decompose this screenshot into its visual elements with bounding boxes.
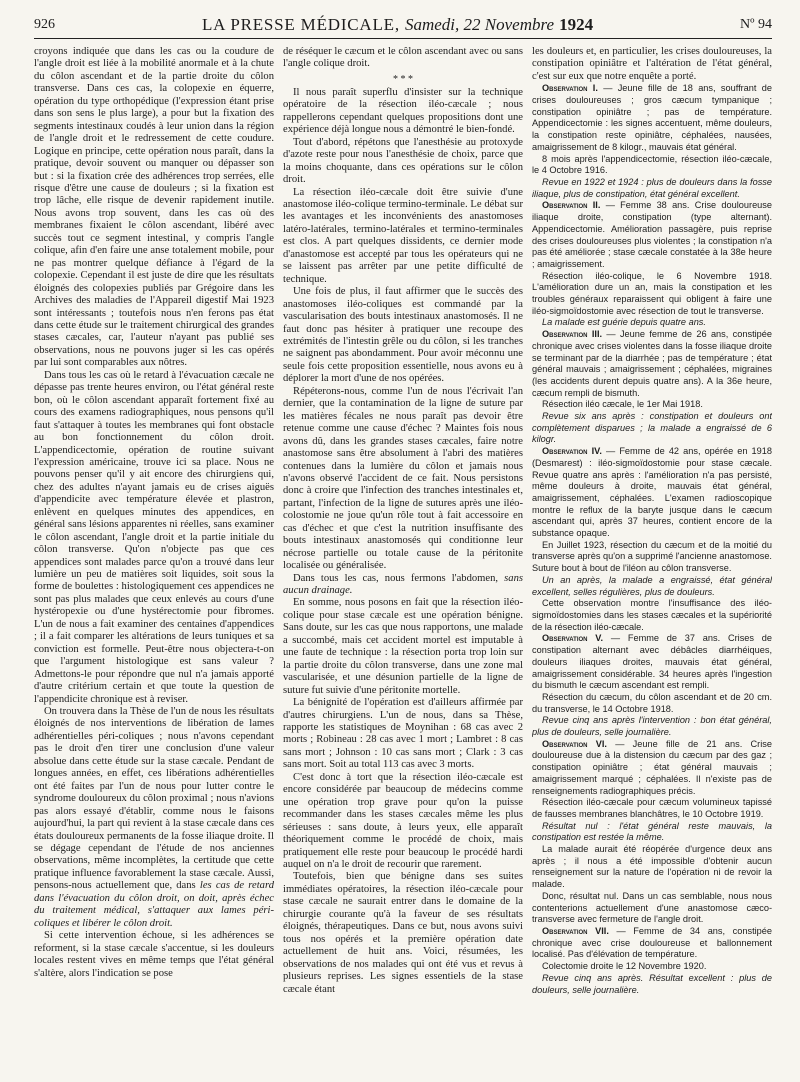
observation-text: Résection iléo cæcale, le 1er Mai 1918. [542, 399, 703, 410]
paragraph-text: On trouvera dans la Thèse de l'un de nous les résultats éloignés de nos interventions de libération de lames adhérentielles péri-coliques ; nous n'avons cependant pas le droit d'en tirer une conclusion d'une valeur absolue dans cette étude sur la stase cæcale. Pendant de longues années, en effet, ces libérations adhérentielles ont été faites par l'un de nous pour lutter contre le syndrome douloureux du côlon proximal ; nous n'avions pas alors essayé d'établir, comme nous le faisons aujourd'hui, la part qui revient à la stase cæcale dans ces états douloureux permanents de la fosse iliaque droite. Il se dégage cependant de l'étude de nos anciennes observations, même incomplètes, la certitude que cette pratique influence favorablement la stase cæcale. Aussi, pensons-nous actuellement que, dans [34, 706, 274, 892]
observation-label: Observation V. [542, 633, 604, 644]
paragraph: La bénignité de l'opération est d'ailleurs affirmée par d'autres chirurgiens. L'un de nous, dans sa Thèse, rapporte les statistiques de Moynihan : 68 cas avec 2 morts ; Robineau : 28 cas avec 1 mort ; Lambret : 8 cas sans mort ; Johnson : 10 cas sans mort ; Clark : 3 cas sans mort. Soit au total 113 cas avec 3 morts. [283, 697, 523, 771]
paragraph: de réséquer le cæcum et le côlon ascendant avec ou sans l'angle colique droit. [283, 46, 523, 70]
observation-result: Un an après, la malade a engraissé, état général excellent, selles régulières, plus de douleurs. [532, 574, 772, 597]
observation-6 [532, 739, 772, 798]
column-left [34, 46, 274, 1074]
observation-result: Revue en 1922 et 1924 : plus de douleurs dans la fosse iliaque, plus de constipation, état général excellent. [532, 176, 772, 199]
paragraph [283, 573, 523, 598]
observation-result: Résultat nul : l'état général reste mauvais, la constipation est restée la même. [532, 820, 772, 843]
observation-label: Observation IV. [542, 446, 602, 457]
paragraph [34, 706, 274, 930]
observation-2 [532, 200, 772, 270]
observation-text: Résection du cæcum, du côlon ascendant et de 20 cm. du transverse, le 14 Octobre 1918. [532, 691, 772, 714]
issue-number: Nº 94 [740, 17, 772, 32]
paragraph: Il nous paraît superflu d'insister sur la technique opératoire de la résection iléo-cæcale ; nous rappellerons cependant quelques propositions dont une expérience déjà longue nous a démontré le bien-fondé. [283, 86, 523, 136]
observation-text: En Juillet 1923, résection du cæcum et de la moitié du transverse après qu'on a supprimé l'ancienne anastomose. Suture bout à bout de l'iléon au côlon transverse. [532, 539, 772, 574]
paragraph: Tout d'abord, répétons que l'anesthésie au protoxyde d'azote reste pour nous l'anesthésie de choix, parce que la moins choquante, dans ces opérations sur le côlon droit. [283, 136, 523, 186]
journal-title: LA PRESSE MÉDICALE, [201, 15, 400, 34]
observation-text: Donc, résultat nul. Dans un cas semblable, nous nous contenterions actuellement d'une anastomose cæco-transverse avec fermeture de l'angle droit. [532, 890, 772, 925]
observation-text: — Femme de 37 ans. Crises de constipation alternant avec débâcles diarrhéiques, douleurs iliaques droites, mauvais état général, amaigrissement considérable. 34 heures après l'ingestion du bismuth le cæcum ascendant est rempli. [532, 633, 772, 691]
observation-label: Observation VI. [542, 738, 607, 749]
column-right [532, 46, 772, 1074]
observation-1 [532, 83, 772, 153]
observation-text: Résection iléo-colique, le 6 Novembre 1918. L'amélioration dure un an, mais la constipation et les troubles généraux reparaissent qui obligent à faire une iléo-sigmoïdostomie avec résection de tout le transverse. [532, 270, 772, 316]
journal-masthead [202, 15, 593, 35]
paragraph: C'est donc à tort que la résection iléo-cæcale est encore considérée par beaucoup de médecins comme une opération trop grave pour qu'on la puisse recommander dans les stases cæcales même les plus sérieuses : sans doute, à leurs yeux, elle apparaît théoriquement comme le procédé de choix, mais pratiquement elle reste pour beaucoup le procédé hardi auquel on n'a le droit de recourir que rarement. [283, 771, 523, 870]
paragraph: Répéterons-nous, comme l'un de nous l'écrivait l'an dernier, que la contamination de la ligne de suture par les matières fécales ne nous paraît pas devoir être retenue comme une cause d'échec ? Maintes fois nous avons dû, dans les grandes stases cæcales, faire notre anastomose sans être absolument à l'abri des matières contenues dans la lumière du côlon et jamais nous n'avons observé l'accident de ce fait. Nous persistons donc à croire que l'infection des tranches intestinales et, partant, l'infection de la ligne de sutures après une iléo-colostomie ne joue qu'un rôle tout à fait accessoire en cas d'échec et que c'est la nutrition insuffisante des bouts intestinaux anastomosés qui conditionne leur nécrose partielle ou totale cause de la péritonite localisée ou généralisée. [283, 385, 523, 572]
observation-text: Cette observation montre l'insuffisance des iléo-sigmoïdostomies dans les stases cæcales et la supériorité de la résection iléo-cæcale. [532, 598, 772, 632]
observation-result: Revue six ans après : constipation et douleurs ont complètement disparues ; la malade a engraissé de 6 kilogr. [532, 411, 772, 445]
observation-text: Résection iléo-cæcale pour cæcum volumineux tapissé de fausses membranes blanchâtres, le 10 Octobre 1919. [532, 797, 772, 819]
paragraph: En somme, nous posons en fait que la résection iléo-colique pour stase cæcale est une opération bénigne. Sans doute, sur les cas que nous rapportons, une malade a succombé, mais cet accident mortel est imputable à une faute de technique : la résection porta trop loin sur la partie droite du côlon transverse, dans une zone mal vascularisée, et une désunion partielle de la ligne de suture fut suivie d'une péritonite mortelle. [283, 597, 523, 696]
paragraph: Dans tous les cas où le retard à l'évacuation cæcale ne dépasse pas trente heures environ, ou l'état général reste bon, où le côlon ascendant apparaît fortement fixé au cours des examens radiographiques, nous pensons qu'il faut s'attaquer à toutes les membranes qui font obstacle au bon fonctionnement du côlon droit. L'appendicectomie, opération de routine suivant l'expression américaine, trouve ici sa place. Nous ne pouvons penser qu'il y ait encore des chirurgiens qui, chez des adultes n'ayant jamais eu de crises aiguës d'appendicite avec température élevée et plastron, enlèvent en quelques minutes des appendices, en général sans lésions apparentes ni réelles, sans examiner le côlon ascendant, l'angle droit et la partie initiale du côlon transverse. Qu'on n'objecte pas que ces appendices sont malades parce qu'on a trouvé dans leur lumière un peu de matières soit liquides, soit sous la forme de boulettes : histologiquement ces appendices ne sont pas plus malades que ceux enlevés au cours d'une hystéropexie ou d'une hystérectomie pour fibromes. L'un de nous a fait examiner des centaines d'appendices ; il a fait comparer les altérations de leurs tuniques et sa conviction est formelle. Peut-être nous objectera-t-on que l'argument histologique est sans valeur ? Admettons-le pour répondre que nul n'a jamais apporté d'autre critérium certain et que toute la question de l'appendicite chronique est à reviser. [34, 369, 274, 705]
observation-label: Observation I. [542, 83, 598, 94]
observation-text: — Jeune fille de 21 ans. Crise douloureuse due à la distension du cæcum par des gaz ; constipation opiniâtre ; état général mauvais ; amaigrissement marqué ; céphalées. Il n'existe pas de renseignements radiographiques précis. [532, 738, 772, 796]
observation-text: — Femme 38 ans. Crise douloureuse iliaque droite, constipation (type alternant). Appendicectomie. Amélioration passagère, puis reprise des crises douloureuses plus violentes ; la constipation n'a pas été améliorée ; stase cæcale constatée à la 38e heure ; amaigrissement. [532, 200, 772, 269]
observation-result: Revue cinq ans après l'intervention : bon état général, plus de douleurs, selle journalière. [532, 715, 772, 738]
observation-result: Revue cinq ans après. Résultat excellent : plus de douleurs, selle journalière. [532, 972, 772, 995]
paragraph: Toutefois, bien que bénigne dans ses suites immédiates opératoires, la résection iléo-cæcale pour stase cæcale ne saurait entrer dans le domaine de la chirurgie courante qu'à la faveur de ses résultats éloignés, thérapeutiques. Dans ce but, nous avons suivi tous nos opérés et la première opération date actuellement de huit ans. Voici, résumées, les observations de nos malades qui ont été vus et revus à plusieurs reprises. Les signes essentiels de la stase cæcale étant [283, 871, 523, 995]
observation-text: — Jeune fille de 18 ans, souffrant de crises douloureuses ; gros cæcum tympanique ; constipation opiniâtre ; pas de température. Appendicectomie : les signes accentuent, même douleurs, la constipation reste opiniâtre, céphalées, nausées, amaigrissement de 8 kilogr., mauvais état général. [532, 83, 772, 152]
observation-7 [532, 926, 772, 961]
observation-5 [532, 633, 772, 692]
paragraph: Si cette intervention échoue, si les adhérences se reforment, si la stase cæcale s'accentue, si les douleurs locales restent vives en même temps que l'état général s'altère, alors l'indication se pose [34, 930, 274, 979]
observation-text: 8 mois après l'appendicectomie, résection iléo-cæcale, le 4 Octobre 1916. [532, 153, 772, 176]
page-header [34, 12, 772, 39]
page-number: 926 [34, 17, 55, 32]
observation-text: La malade aurait été réopérée d'urgence deux ans après ; il nous a été impossible d'obtenir aucun renseignement sur la nature de l'opération ni de revoir la malade. [532, 844, 772, 890]
paragraph-text: Dans tous les cas, nous fermons l'abdomen, [293, 572, 499, 584]
paragraph: les douleurs et, en particulier, les crises douloureuses, la constipation opiniâtre et l'altération de l'état général, c'est sur eux que notre enquête a porté. [532, 46, 772, 82]
issue-date: Samedi, 22 Novembre [404, 15, 555, 34]
observation-text: — Femme de 34 ans, constipée chronique avec crise douloureuse et ballonnement localisé. Pas d'élévation de température. [532, 925, 772, 960]
paragraph: Une fois de plus, il faut affirmer que le succès des anastomoses iléo-coliques est commandé par la vascularisation des bouts intestinaux anastomosés. Il ne faut donc pas hésiter à pratiquer une recoupe des extrémités de l'intestin grêle ou du côlon, si les tranches ne saignent pas abondamment. Pour avoir méconnu une seule fois cette proposition essentielle, nous avons eu à déplorer la mort d'une de nos opérées. [283, 286, 523, 385]
emphasis-text: sans aucun drainage. [283, 572, 523, 597]
observation-label: Observation VII. [542, 925, 609, 936]
observation-text: Colectomie droite le 12 Novembre 1920. [542, 961, 707, 972]
observation-label: Observation III. [542, 329, 603, 340]
column-middle [283, 46, 523, 1074]
paragraph: croyons indiquée que dans les cas ou la coudure de l'angle droit est liée à la mobilité anormale et à la chute du côlon ascendant et de la partie droite du côlon transverse. Dans ces cas, la colopexie en équerre, opération du type orthopédique (l'expression étant prise dans son sens le plus large), a pour but la fixation des segments intestinaux coudés à leur union dans la région de l'angle droit et le redressement de cette coudure. Logique en principe, cette opération nous paraît, dans la pratique, devoir souvent ou manquer ou dépasser son but : si la fixation crée des adhérences trop serrées, elle risque d'être une cause de douleurs ; si la fixation est trop lâche, elle risque de devenir rapidement inutile. Nous avons trop souvent, dans les cas où des membranes fixaient le côlon ascendant, libéré avec succès tout ce segment intestinal, y compris l'angle colique, afin d'en faire une anse totalement mobile, pour ne pas montrer quelque défiance à l'égard de la colopexie. Cependant il est juste de dire que les résultats éloignés des colopexies publiés par Grégoire dans les Archives des maladies de l'Appareil digestif Mai 1923 sont intéressants ; toutefois nous n'en ferons pas état dans cette étude sur le traitement chirurgical des grandes stases cæcales, car, l'auteur n'ayant pas publié ses observations, nous ne pouvons juger si les cas opérés par lui sont comparables aux nôtres. [34, 46, 274, 369]
emphasis-text: les cas de retard dans l'évacuation du côlon droit, on doit, après échec du traitement médical, s'attaquer aux lames péri-coliques et libérer le côlon droit. [34, 880, 274, 929]
section-separator: * * * [393, 73, 413, 85]
paragraph: La résection iléo-cæcale doit être suivie d'une anastomose iléo-colique termino-terminale. Le débat sur les avantages et les inconvénients des anastomoses latéro-latérales, termino-latérales et termino-terminales est clos. A part quelques dissidents, ce dernier mode d'anastomose est accepté par tous les opérateurs qui ne se laissent pas arrêter par une petite difficulté de technique. [283, 186, 523, 285]
observation-4 [532, 446, 772, 540]
observation-text: — Jeune femme de 26 ans, constipée chronique avec crises violentes dans la fosse iliaque droite se terminant par de la diarrhée ; pas de température ; état général mauvais ; amaigrissement ; céphalées, migraines (les accidents durent depuis quatre ans). A la 36e heure, cæcum rempli de bismuth. [532, 329, 772, 398]
observation-3 [532, 329, 772, 399]
issue-year: 1924 [559, 15, 594, 34]
observation-result: La malade est guérie depuis quatre ans. [542, 317, 706, 328]
observation-label: Observation II. [542, 200, 601, 211]
article-body [34, 46, 772, 1074]
observation-text: — Femme de 42 ans, opérée en 1918 (Desmarest) : iléo-sigmoïdostomie pour stase cæcale. Revue quatre ans après : l'amélioration n'a pas persisté, même douleurs à droite, mauvais état général, amaigrissement, céphalées. L'examen radioscopique montre le reflux de la baryte jusque dans le cæcum ascendant qui, après 37 heures, contient encore de la substance opaque. [532, 446, 772, 539]
